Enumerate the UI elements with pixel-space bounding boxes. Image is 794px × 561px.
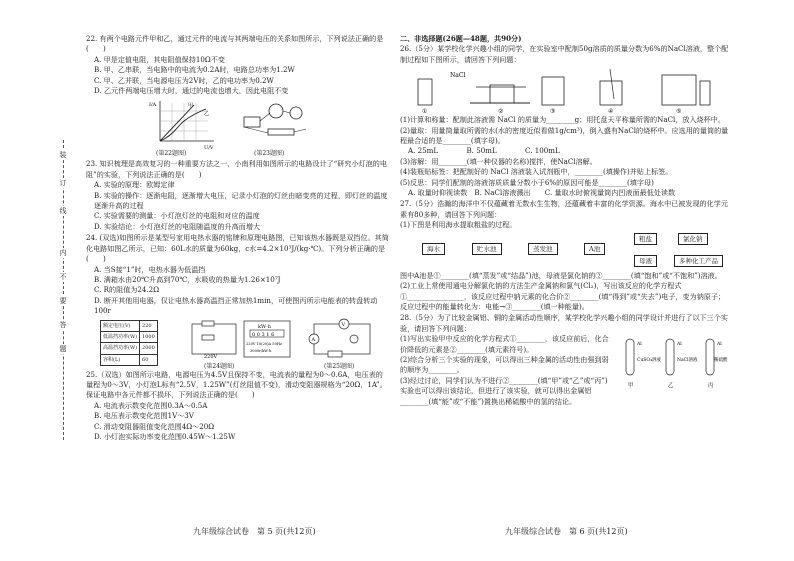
table-cell: 220 [140,320,158,331]
step-label: ① [422,108,428,116]
svg-text:V: V [341,321,346,328]
question-25 [86,370,389,443]
meter-rating: 220V 10(20)A 50Hz [246,341,282,346]
flow-box: 粗盐 [634,233,657,245]
q28-stem: 28.（5分）为了比较金属铝、铜的金属活动性顺序，某学校化学兴趣小组的同学设计并进行了以下三个实验，请回答下列问题： [400,313,728,333]
fig22-caption: (第22题图) [156,150,187,158]
q26-part5-options: A. 取量时仰视读数 B. NaCl溶液溅出 C. 量取水时俯视量筒内凹液面最低处读数 [408,188,676,198]
graph-xlabel: U/V [204,145,214,152]
question-22 [86,34,389,96]
seal-char: 内 [59,249,67,257]
tube-label: Al [717,342,722,348]
question-28 [400,313,730,407]
question-26 [400,44,730,198]
q28-part1: (1)写出实验甲中反应的化学方程式①________，该反应前后，化合价降低的元素是②________(填元素符号)。 [400,334,609,354]
q26-part2-options: A. 25mL B. 50mL C. 100mL [408,146,560,156]
q26-part3: (3)溶解：用________(填一种仪器的名称)搅拌，使NaCl溶解。 [400,156,597,166]
q23-circuit-figure [236,99,316,149]
q24-stem: 24. (双选)如图所示是某型号家用电热水器的铭牌和原理电路图，已知该热水器既是双挡位。其简化电路如图乙所示，已知：60L水的质量为60kg，c水=4.2×10³J/(kg·℃)。下列分析正确的是( ) [86,233,389,264]
q26-part4: (4)装瓶贴标签：把配制好的 NaCl 溶液装入试剂瓶中，________(填操作)并贴上标签。 [400,167,673,177]
fig23-caption: (第23题图) [254,150,285,158]
q22-option-d: D. 乙元件两端电压增大时，通过的电流也增大，因此电阻不变 [94,86,289,96]
graph-jia-label: 甲 [188,103,194,110]
question-27 [400,199,730,312]
q22-option-b: B. 甲、乙串联，当电路中的电流为0.2A时，电路总功率为1.2W [94,65,295,75]
iu-graph [148,97,218,151]
table-cell: 容积(L) [101,354,140,365]
seal-char: 装 [59,151,67,159]
tube-name: 丙 [708,383,714,390]
q24-option-d: D. 断开其他用电器，仅让电热水器高温挡正常加热1min，可使图丙所示电能表的转盘转动100r [94,295,378,316]
q27-part2: 图中A池是①________(填“蒸发”或“结晶”)池，母液是氯化钠的②________(填“饱和”或“不饱和”)溶液。 [400,270,722,280]
q23-stem: 23. 知识梳理是高效复习的一种重要方法之一，小南利用如图所示的电路设计了“研究小灯泡的电阻”的实验，下列说法正确的是( ) [86,159,387,179]
meter-unit: kW·h [258,323,271,330]
q25-option-c: C. 滑动变阻器阻值变化范围4Ω～20Ω [94,421,215,431]
page-footer-right: 九年级综合试卷 第 6 页(共12页) [505,527,628,536]
q25-option-a: A. 电流表示数变化范围0.3A～0.5A [94,400,208,410]
question-23 [86,159,389,232]
q23-option-a: A. 实验的原理：欧姆定律 [94,180,175,190]
svg-text:A: A [311,336,316,343]
tube-label: Al [677,342,682,348]
table-cell: 60 [140,354,158,365]
seal-char: 要 [59,297,67,305]
q28-part3: (3)经过讨论，同学们认为不进行②________(填“甲”或“乙”或“丙”)实验也可以得出该结论，但进行了该实验，就可以得出金属铝________(填“能”或“不能”)置换出稀硫酸中的氢的结论。 [400,375,608,406]
q24-option-a: A. 当S接“1”时，电热水器为低温挡 [94,264,206,274]
flow-box: A池 [584,243,605,255]
q25-option-d: D. 小灯泡实际功率变化范围0.45W～1.25W [94,431,236,441]
salt-flow-diagram [400,231,730,271]
q26-part1: (1)计算和称量：配制此溶液需 NaCl 的质量为________g；用托盘天平称量所需的NaCl，放入烧杯中。 [400,115,725,125]
seal-char: 订 [59,179,67,187]
q27-stem: 27.（5分）浩瀚的海洋中不仅蕴藏着无数水生生物，还蕴藏着丰富的化学资源。海水中已被发现的化学元素有80多种，请回答下列问题： [400,199,728,219]
table-cell: 2000 [140,343,158,354]
meter-reading: 0 0 3 1 6 [252,331,275,338]
q23-option-c: C. 实验需要的测量：小灯泡灯丝的电阻和对应的温度 [94,211,260,221]
step-label: ② [498,108,504,116]
nacl-bottle-label: NaCl [450,72,466,80]
section-heading: 二、非选择题(26题—48题，共90分) [400,34,522,43]
q26-part2: (2)量取：用量筒量取所需的水(水的密度近似看做1g/cm³)，倒入盛有NaCl的烧杯中。应选用的量筒的量程最合适的是________(填字母)。 [400,125,729,146]
q25-option-b: B. 电压表示数变化范围1V～3V [94,411,194,421]
fig25-caption: (第25题图) [324,362,355,370]
q24-option-c: C. R的阻值为24.2Ω [94,285,160,295]
q22-option-c: C. 甲、乙并联，当电源电压为2V时，乙的电功率为0.2W [94,75,274,85]
q27-part3: (2)工业上常使用通电分解氯化钠的方法生产金属钠和氯气(Cl₂)，写出该反应的化学方程式①________________，该反应过程中钠元素的化合价②________(填“得到”或“失去”)电子，变为钠原子；反应过程中的能量转化为：电能→③________(填一种能量)。 [400,281,726,311]
table-cell: 高温挡功率(W) [101,343,140,354]
q27-part1: (1)下图是利用海水提取粗盐的过程。 [400,220,517,230]
page-footer-left: 九年级综合试卷 第 5 页(共12页) [193,527,316,536]
table-cell: 额定电压(V) [101,320,140,331]
step-label: ⑤ [676,108,682,116]
tube-label: Al [637,342,642,348]
electric-meter [242,320,292,360]
q24-figures [86,318,389,370]
question-24 [86,233,389,316]
q26-stem: 26.（5分）某学校化学兴趣小组的同学，在实验室中配制50g溶质的质量分数为6%的NaCl溶液，整个配制过程如下图所示，请回答下列问题： [400,44,729,64]
step-label: ④ [608,108,614,116]
flow-box: 海水 [422,243,445,255]
flow-box: 蒸发池 [528,243,558,255]
step-label: ③ [550,108,556,116]
heater-nameplate-table [100,320,158,367]
flow-box: 多种化工产品 [674,255,723,267]
q26-apparatus-figure [400,65,720,115]
seal-char: 不 [59,273,67,281]
graph-yi-label: 乙 [204,111,210,118]
q23-option-d: D. 实验结论：小灯泡灯丝的电阻随温度的升高而增大 [94,221,261,231]
table-cell: 低温挡功率(W) [101,331,140,342]
q24-option-b: B. 满箱水由20℃升高到70℃，水吸收的热量为1.26×10⁷J [94,274,281,284]
q26-part5: (5)反思：同学们配制的溶液溶质质量分数小于6%的原因可能是________(填字母) [400,177,654,187]
tube-name: 乙 [668,383,674,390]
q22-option-a: A. 甲是定值电阻，其电阻值保持10Ω不变 [94,54,225,64]
left-column [86,34,389,443]
seal-char: 题 [59,345,67,353]
q24-circuit-yi [188,320,240,360]
q23-option-b: B. 实验的操作：逐渐电阻，逐渐增大电压，记录小灯泡的灯丝由暗变亮的过程，即灯丝的温度逐渐升高的过程 [94,190,388,211]
fig24-caption: (第24题图) [204,362,235,370]
q28-part2: (2)综合分析三个实验的现象，可以得出三种金属的活动性由强到弱的顺序为________。 [400,354,609,375]
q25-circuit-figure [308,318,378,362]
tube-label: 稀硫酸 [714,358,728,364]
tube-label: NaCl溶液 [677,358,698,364]
supply-voltage: 220V [204,353,218,360]
tube-label: CuSO₄溶液 [637,358,661,364]
flow-box: 母液 [634,255,657,267]
seal-char: 线 [59,207,67,215]
graph-ylabel: I/A [149,102,157,109]
tube-name: 甲 [628,383,634,390]
q28-test-tubes [618,335,728,391]
table-cell: 1000 [140,331,158,342]
seal-char: 答 [59,321,67,329]
right-column [400,34,730,408]
meter-constant: 3000r/kW·h [250,348,272,353]
q22-figures [86,97,389,159]
q22-stem: 22. 有两个电路元件甲和乙，通过元件的电流与其两端电压的关系如图所示，下列说法正确的是( ) [86,34,384,54]
q25-stem: 25.（双选）如图所示电路，电源电压为4.5V且保持不变，电流表的量程为0～0.6A，电压表的量程为0～3V，小灯泡L标有“2.5V，1.25W”(灯丝阻值不变)，滑动变阻器规格为“20Ω，1A”。保证电路中各元件都不损坏，下列说法正确的是( ) [86,369,387,400]
flow-box: 贮水池 [472,243,502,255]
flow-box: 氯化钠 [678,233,708,245]
